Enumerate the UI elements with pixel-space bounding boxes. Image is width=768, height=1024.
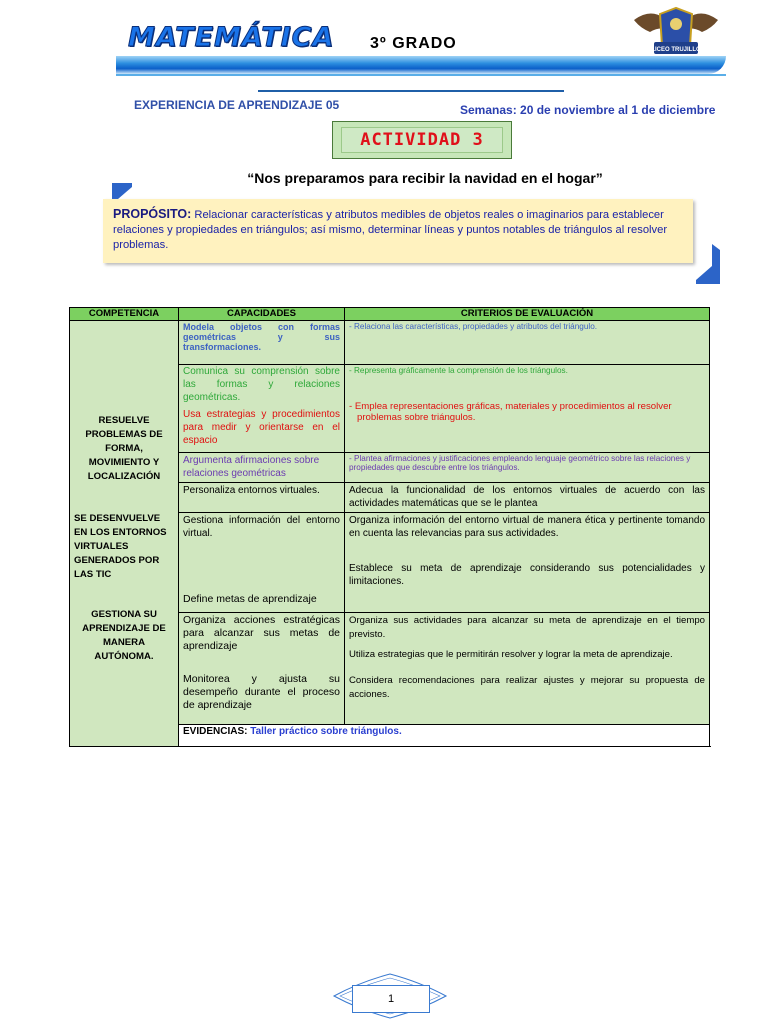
capacidad-cell: Modela objetos con formas geométricas y sus transformaciones. (179, 321, 345, 365)
criterio-cell (345, 613, 710, 725)
purpose-text: Relacionar características y atributos medibles de objetos reales o imaginarios para establecer relaciones y propiedades en triángulos; así mismo, determinar líneas y puntos notables de triángulos al resolver problemas. (113, 209, 668, 251)
capacidad-monitorea: Monitorea y ajusta su desempeño durante el proceso de aprendizaje (183, 673, 340, 711)
experience-title: EXPERIENCIA DE APRENDIZAJE 05 (134, 98, 340, 112)
header-criterios: CRITERIOS DE EVALUACIÓN (345, 308, 710, 321)
grade-label: 3º GRADO (370, 35, 457, 52)
capacidad-organiza-acciones: Organiza acciones estratégicas para alcanzar sus metas de aprendizaje (183, 614, 340, 652)
crest-text: LICEO TRUJILLO (651, 47, 701, 53)
criterio-cell: - Relaciona las características, propiedades y atributos del triángulo. (345, 321, 710, 365)
page-number-text: 1 (387, 993, 395, 1005)
header-competencia: COMPETENCIA (70, 308, 179, 321)
session-title: “Nos preparamos para recibir la navidad en el hogar” (247, 170, 603, 186)
evidencias-label: EVIDENCIAS: (183, 726, 248, 737)
criterio-establece-meta: Establece su meta de aprendizaje considerando sus potencialidades y limitaciones. (349, 563, 705, 587)
criterio-cell: - Plantea afirmaciones y justificaciones empleando lenguaje geométrico sobre las relaciones y propiedades que descubre entre los triángulos. (345, 453, 710, 483)
corner-decoration-icon (696, 244, 720, 284)
divider-line (258, 90, 564, 92)
header-decorative-bar (116, 56, 726, 74)
capacidad-gestiona: Gestiona información del entorno virtual. (183, 515, 340, 539)
criterio-representa: - Representa gráficamente la comprensión de los triángulos. (349, 366, 568, 375)
criterio-considera: Considera recomendaciones para realizar ajustes y mejorar su propuesta de acciones. (349, 675, 705, 700)
weeks-label: Semanas: 20 de noviembre al 1 de diciembre (460, 103, 716, 117)
capacidad-cell (179, 613, 345, 725)
subject-logo: MATEMÁTICA (128, 22, 335, 53)
purpose-box (103, 199, 693, 263)
header-capacidades: CAPACIDADES (179, 308, 345, 321)
purpose-label: PROPÓSITO: (113, 207, 192, 221)
capacidad-cell: Personaliza entornos virtuales. (179, 483, 345, 513)
evidencias-cell (179, 725, 710, 747)
activity-box (332, 121, 512, 159)
capacidad-cell (179, 513, 345, 613)
table-row (70, 321, 710, 365)
capacidad-cell (179, 365, 345, 453)
page-number (352, 985, 430, 1013)
competencia-2: SE DESENVUELVE EN LOS ENTORNOS VIRTUALES GENERADOS POR LAS TIC (74, 512, 167, 580)
capacidad-cell: Argumenta afirmaciones sobre relaciones geométricas (179, 453, 345, 483)
activity-title: ACTIVIDAD 3 (341, 127, 503, 153)
criterio-emplea: - Emplea representaciones gráficas, materiales y procedimientos al resolver problemas sobre triángulos. (349, 401, 672, 423)
capacidad-usa-estrategias: Usa estrategias y procedimientos para medir y orientarse en el espacio (183, 409, 340, 446)
criterio-cell: Adecua la funcionalidad de los entornos virtuales de acuerdo con las actividades matemáticas que se le plantea (345, 483, 710, 513)
criterio-cell (345, 365, 710, 453)
competencia-1: RESUELVE PROBLEMAS DE FORMA, MOVIMIENTO Y LOCALIZACIÓN (85, 414, 163, 482)
criterio-cell (345, 513, 710, 613)
table-header-row (70, 308, 710, 321)
competencia-3: GESTIONA SU APRENDIZAJE DE MANERA AUTÓNOMA. (82, 608, 166, 662)
criterio-organiza-actividades: Organiza sus actividades para alcanzar su meta de aprendizaje en el tiempo previsto. (349, 615, 705, 640)
header-underline (116, 74, 726, 76)
capacidad-comunica: Comunica su comprensión sobre las formas y relaciones geométricas. (183, 366, 340, 403)
criterio-organiza-info: Organiza información del entorno virtual de manera ética y pertinente tomando en cuenta las relevancias para sus actividades. (349, 515, 705, 539)
evaluation-table (69, 307, 710, 747)
competencia-cell (70, 321, 179, 747)
criterio-utiliza-estrategias: Utiliza estrategias que le permitirán resolver y lograr la meta de aprendizaje. (349, 649, 673, 660)
school-crest-icon (630, 6, 722, 58)
evidencias-text: Taller práctico sobre triángulos. (247, 726, 402, 737)
capacidad-define-metas: Define metas de aprendizaje (183, 593, 317, 605)
